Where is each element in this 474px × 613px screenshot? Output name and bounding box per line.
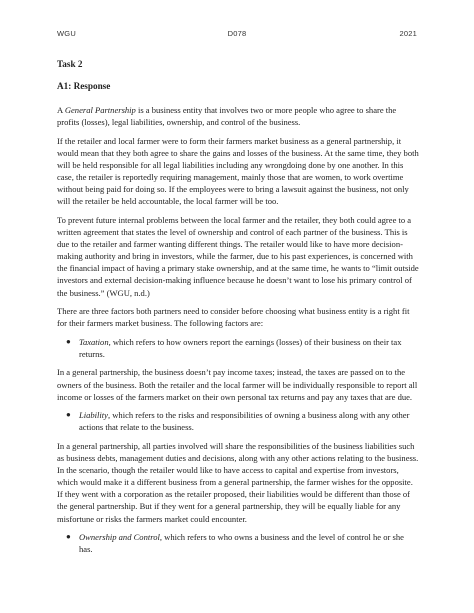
bullet-icon: ● (66, 532, 71, 542)
paragraph-three-factors: There are three factors both partners need to consider before choosing what business entity is a right fit for their farmers market business. The following factors are: (57, 306, 410, 329)
bullet-text: , which refers to the risks and responsibilities of owning a business along with any other actions that relate to the business. (79, 410, 410, 433)
paragraph-liability: In a general partnership, all parties involved will share the responsibilities of the business liabilities such as business debts, management duties and decisions, along with any other actions relating to the business. In the scenario, though the retailer would like to have access to capital and expertise from investors, which would make it a different business from a general partnership, the farmer wishes for the opposite. If they went with a corporation as the retailer proposed, their liabilities would be different than those of the general partnership. But if they went for a general partnership, they will be equally liable for any misfortune or risks the farmers market could encounter. (57, 440, 419, 524)
bullet-text: , which refers to who owns a business and the level of control he or she has. (79, 532, 404, 555)
bullet-icon: ● (66, 336, 71, 346)
bullet-term: Liability (79, 410, 108, 421)
bullet-icon: ● (66, 410, 71, 420)
bullet-term: Ownership and Control (79, 532, 160, 543)
p1-pre: A (57, 105, 65, 116)
paragraph-general-partnership: If the retailer and local farmer were to form their farmers market business as a general partnership, it would mean that they both agree to share the gains and losses of the business. At the same time, they both will be held responsible for all legal liabilities including any wrongdoing done by one another. In this case, the retailer is reportedly requiring management, mainly those that are women, to work overtime without being paid for doing so. If the employees were to bring a lawsuit against the business, not only will the retailer be held accountable, the local farmer will be too. (57, 135, 419, 207)
bullet-term: Taxation (79, 336, 109, 347)
bullet-text: , which refers to how owners report the earnings (losses) of their business on their tax returns. (79, 336, 402, 359)
paragraph-taxation: In a general partnership, the business doesn’t pay income taxes; instead, the taxes are passed on to the owners of the business. Both the retailer and the local farmer will be individually responsible to report all income or losses of the farmers market on their own personal tax returns and pay any taxes that are due. (57, 367, 418, 402)
bullet-ownership-control (57, 531, 419, 555)
task-heading: Task 2 (57, 59, 83, 69)
header-left: WGU (57, 29, 76, 38)
document-body (57, 58, 419, 562)
header-center: D078 (227, 29, 247, 38)
header-right: 2021 (399, 29, 417, 38)
p1-term: General Partnership (64, 105, 136, 116)
section-heading: A1: Response (57, 81, 111, 92)
paragraph-internal-problems: To prevent future internal problems between the local farmer and the retailer, they both could agree to a written agreement that states the level of ownership and control of each partner of the business. This is due to the retailer and farmer wanting different things. The retailer would like to have more decision-making authority and bring in investors, while the farmer, due to his past experiences, is concerned with the financial impact of having a primary stake ownership, and at the same time, he wants to “limit outside investors and external decision-making influence because he doesn’t want to lose his primary control of the business.” (WGU, n.d.) (57, 214, 419, 298)
p1-post: is a business entity that involves two or more people who agree to share the profits (losses), legal liabilities, ownership, and control of the business. (57, 105, 397, 128)
paragraph-definition (57, 104, 419, 128)
bullet-taxation (57, 336, 419, 360)
bullet-liability (57, 409, 419, 433)
page-header (57, 29, 417, 41)
